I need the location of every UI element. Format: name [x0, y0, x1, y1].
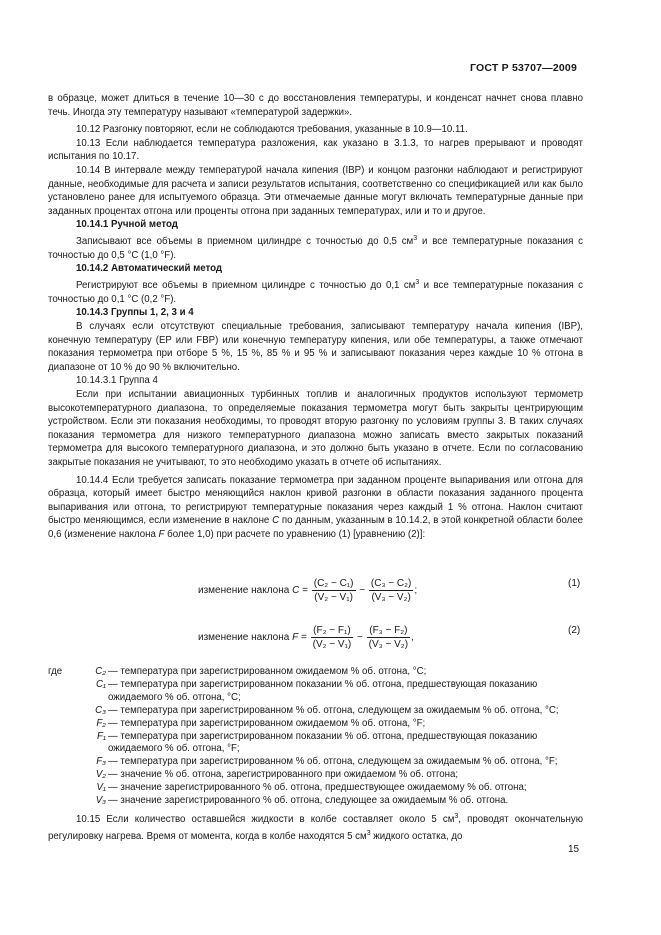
fraction-1a: $\frac{\text{(C₂ − C₁)}}{\text{(V₂ − V₁)}}$ [313, 578, 354, 603]
standard-header: ГОСТ Р 53707—2009 [470, 62, 578, 74]
paragraph-10-14: 10.14 В интервале между температурой начала кипения (IBP) и концом разгонки наблюдают и регистрируют данные, необходимые для расчета и записи результатов испытания, соответственно со спецификацией или как было установлено ранее для испытуемого образца. Эти отмечаемые данные могут включать температурные данные при заданных процентах отгона или проценты отгона при заданных температурах, или и то и другое. [48, 164, 583, 217]
definition-item: C₃ — температура при зарегистрированном % об. отгона, следующем за ожидаемым % об. отгона, °С; [95, 704, 559, 716]
paragraph-10-14-3-1: Если при испытании авиационных турбинных топлив и аналогичных продуктов используют термометр высокотемпературного диапазона, то определяемые показания термометра могут быть закрыты центрирующим устройством. Если эти показания необходимы, то проводят вторую разгонку по условиям группы 3. В таких случаях показания термометра для низкого температурного диапазона можно записать вместо закрытых показаний термометра для высокого температурного диапазона, и это должно быть указано в отчете. Если по согласованию закрытые показания не учитывают, то это необходимо указать в отчете об испытаниях. [48, 388, 583, 468]
paragraph-10-15: 10.15 Если количество оставшейся жидкости в колбе составляет около 5 $см^3$, проводят окончательную регулировку нагрева. Время от момента, когда в колбе находятся 5 $см^3$ жидкого остатка, до [48, 813, 584, 843]
page-number: 15 [568, 844, 580, 855]
where-label: где [48, 666, 63, 677]
equation-1-number: (1) [568, 578, 581, 589]
equation-1-formula: изменение наклона C = $\frac{\text{(C₂ − C₁)}}{\text{(V₂ − V₁)}}$ − $\frac{\text{(C₃ − C₂)}}{\text{(V₃ − V₂)}}$ ; [198, 578, 418, 603]
fraction-2b: $\frac{\text{(F₃ − F₂)}}{\text{(V₃ − V₂)}}$ [368, 625, 409, 650]
paragraph-10-12: 10.12 Разгонку повторяют, если не соблюдаются требования, указанные в 10.9—10.11. [76, 124, 468, 136]
fraction-1b: $\frac{\text{(C₃ − C₂)}}{\text{(V₃ − V₂)}}$ [370, 578, 412, 603]
paragraph-continued: в образце, может длиться в течение 10—30 с до восстановления температуры, и конденсат начнет снова плавно течь. Иногда эту температуру называют «температурой задержки». [48, 93, 583, 118]
equation-2-formula: изменение наклона F = $\frac{\text{(F₂ − F₁)}}{\text{(V₂ − V₁)}}$ − $\frac{\text{(F₃ − F₂)}}{\text{(V₃ − V₂)}}$ , [198, 625, 414, 650]
paragraph-10-14-2: Регистрируют все объемы в приемном цилиндре с точностью до 0,1 $см^3$ и все температурные показания с точностью до 0,1 °С (0,2 °F). [48, 278, 583, 305]
equation-2 [0, 617, 661, 651]
paragraph-10-14-3: В случаях если отсутствуют специальные требования, записывают температуру начала кипения (IBP), конечную температуру (EP или FBP) или конечную температуру кипения, или обе температуры, а также отмечают показания термометра при отборе 5 %, 15 %, 85 % и 95 % и записывают показания через каждые 10 % отгона в диапазоне от 10 % до 90 % включительно. [48, 320, 583, 373]
definition-item: V₂ — значение % об. отгона, зарегистрированного при ожидаемом % об. отгона; [95, 769, 459, 781]
heading-10-14-2: 10.14.2 Автоматический метод [76, 263, 223, 275]
heading-10-14-3-1: 10.14.3.1 Группа 4 [76, 375, 158, 387]
definition-item: V₃ — значение зарегистрированного % об. отгона, следующее за ожидаемым % об. отгона. [95, 795, 509, 807]
definition-item: V₁ — значение зарегистрированного % об. отгона, предшествующее ожидаемому % об. отгона; [96, 782, 527, 794]
definition-item: C₁ — температура при зарегистрированном показании % об. отгона, предшествующая показанию ожидаемого % об. отгона, °С; [95, 678, 538, 703]
definition-item: F₂ — температура при зарегистрированном ожидаемом % об. отгона, °F; [96, 717, 426, 729]
symbol-definitions [48, 666, 583, 808]
paragraph-10-13: 10.13 Если наблюдается температура разложения, как указано в 3.1.3, то нагрев прерывают и проводят испытания по 10.17. [48, 137, 583, 163]
paragraph-10-14-1: Записывают все объемы в приемном цилиндре с точностью до 0,5 $см^3$ и все температурные показания с точностью до 0,5 °С (1,0 °F). [48, 234, 584, 261]
definition-item: F₁ — температура при зарегистрированном показании % об. отгона, предшествующая показанию ожидаемого % об. отгона, °F; [97, 730, 538, 755]
paragraph-10-14-4: 10.14.4 Если требуется записать показание термометра при заданном проценте выпаривания или отгона для образца, который имеет быстро меняющийся наклон кривой разгонки в области показания заданного процента выпаривания или отгона, то регистрируют температурные показания через каждый 1 % отгона. Наклон считают быстро меняющимся, если изменение в наклоне C по данным, указанным в 10.14.2, в этой конкретной области более 0,6 (изменение наклона F более 1,0) при расчете по уравнению (1) [уравнению (2)]: [48, 474, 583, 540]
definition-item: F₃ — температура при зарегистрированном % об. отгона, следующем за ожидаемым % об. отгона, °F; [96, 756, 558, 768]
equation-1 [0, 570, 661, 604]
heading-10-14-1: 10.14.1 Ручной метод [76, 219, 178, 231]
body-text-top [48, 92, 583, 541]
definition-item: где C₂ — температура при зарегистрированном ожидаемом % об. отгона, °С; [48, 666, 427, 677]
equation-2-number: (2) [568, 625, 581, 636]
body-text-bottom [48, 810, 583, 844]
fraction-2a: $\frac{\text{(F₂ − F₁)}}{\text{(V₂ − V₁)}}$ [312, 625, 352, 650]
heading-10-14-3: 10.14.3 Группы 1, 2, 3 и 4 [76, 307, 194, 319]
